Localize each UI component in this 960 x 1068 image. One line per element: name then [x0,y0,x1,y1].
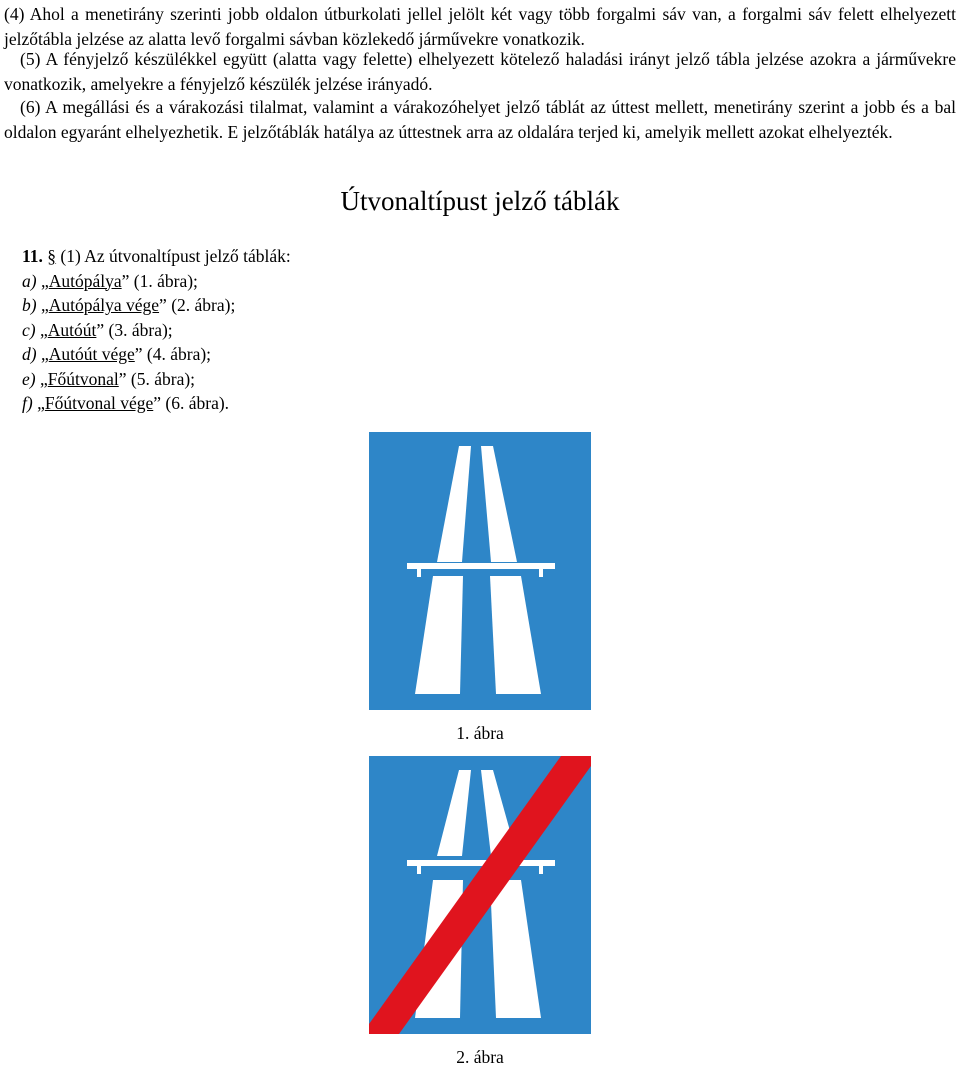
list-item-letter: a) [22,270,37,291]
figure-caption: 1. ábra [456,723,504,743]
list-item-text: „Autópálya vége” (2. ábra); [40,295,236,315]
motorway-end-sign-icon [369,756,591,1034]
paragraph-4: (4) Ahol a menetirány szerinti jobb oldalon útburkolati jellel jelölt két vagy több forgalmi sáv van, a forgalmi sáv felett elhelyezett jelzőtábla jelzése az alatta levő forgalmi sávban közlekedő járművekre vonatkozik. [4,4,956,49]
list-item-text: „Főútvonal” (5. ábra); [39,368,196,389]
section-heading-text: Útvonaltípust jelző táblák [340,186,620,216]
list-item [22,367,291,392]
section-number: 11. [22,246,43,266]
list-item-letter: b) [22,295,37,315]
list-item [22,293,291,318]
list-item-letter: d) [22,344,37,364]
list-item-text: „Főútvonal vége” (6. ábra). [37,393,230,413]
list-item-text: „Autópálya” (1. ábra); [40,270,198,291]
section-intro-text: (1) Az útvonaltípust jelző táblák: [60,246,291,266]
list-item-letter: f) [22,393,33,413]
paragraph-6: (6) A megállási és a várakozási tilalmat, valamint a várakozóhelyet jelző táblát az úttest mellett, menetirány szerint a jobb és a bal oldalon egyaránt elhelyezhetik. E jelzőtáblák hatálya az úttestnek arra az oldalára terjed ki, amelyik mellett azokat elhelyezték. [4,97,956,142]
section-intro [22,244,291,269]
section-heading [0,186,960,217]
list-item-letter: e) [22,368,36,389]
motorway-sign-icon [369,432,591,710]
paragraph-symbol: § [47,246,57,266]
list-item [22,342,291,367]
figure-caption: 2. ábra [456,1047,504,1067]
list-item [22,391,291,416]
sign-background [369,432,591,710]
paragraph-5: (5) A fényjelző készülékkel együtt (alatta vagy felette) elhelyezett kötelező haladási irányt jelző tábla jelzése azokra a járművekre vonatkozik, amelyekre a fényjelző készülék jelzése irányadó. [4,49,956,94]
list-item-letter: c) [22,319,36,340]
list-item [22,318,291,343]
list-item [22,269,291,294]
list-item-text: „Autóút” (3. ábra); [39,319,173,340]
section-11-list [22,244,291,416]
list-item-text: „Autóút vége” (4. ábra); [40,344,212,364]
